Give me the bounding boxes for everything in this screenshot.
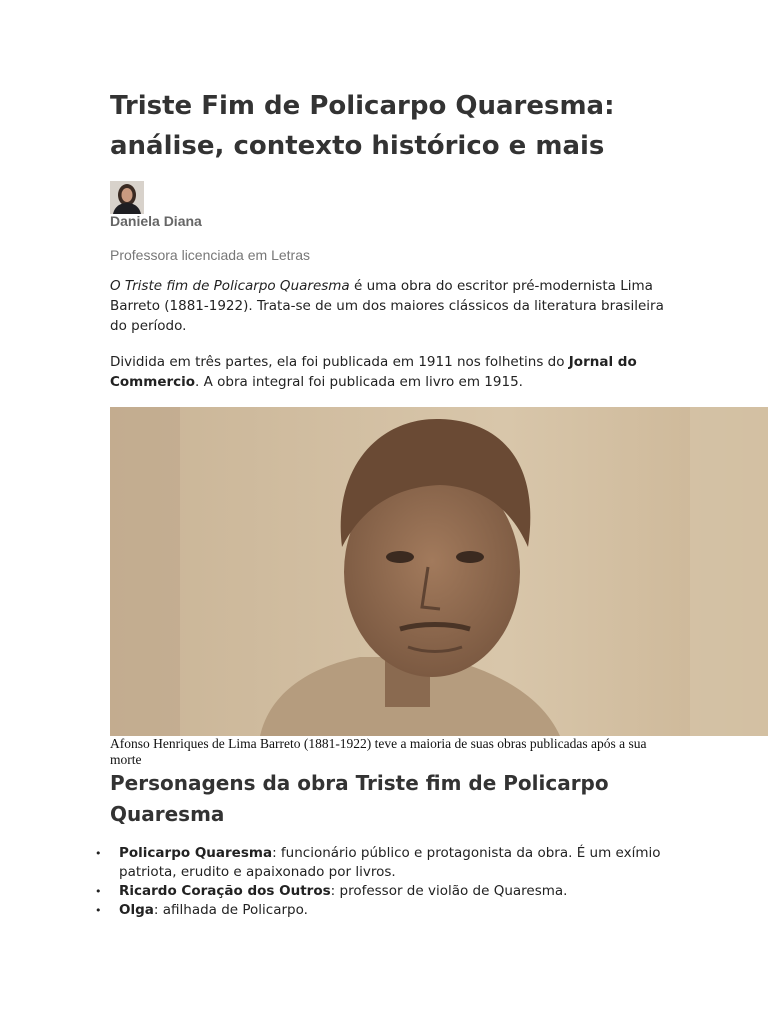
portrait-illustration bbox=[110, 407, 768, 736]
photo-caption: Afonso Henriques de Lima Barreto (1881-1922) teve a maioria de suas obras publicadas após a sua morte bbox=[110, 736, 647, 767]
publication-paragraph bbox=[110, 352, 670, 392]
character-name: Policarpo Quaresma bbox=[119, 845, 273, 861]
characters-list bbox=[95, 844, 675, 920]
lima-barreto-photo bbox=[110, 407, 768, 736]
publication-text-before: Dividida em três partes, ela foi publicada em 1911 nos folhetins do bbox=[110, 354, 569, 370]
author-name[interactable]: Daniela Diana bbox=[110, 213, 202, 229]
publication-text-after: . A obra integral foi publicada em livro em 1915. bbox=[195, 374, 523, 390]
work-title-italic: O Triste fim de Policarpo Quaresma bbox=[110, 278, 350, 294]
intro-paragraph bbox=[110, 276, 670, 336]
bullet-icon: • bbox=[95, 847, 102, 860]
intro-text: é uma obra do escritor pré-modernista Lima Barreto (1881-1922). Trata-se de um dos maiores clássicos da literatura brasileira do período. bbox=[110, 278, 664, 334]
characters-heading: Personagens da obra Triste fim de Policarpo Quaresma bbox=[110, 771, 609, 826]
author-role: Professora licenciada em Letras bbox=[110, 247, 310, 263]
character-name: Ricardo Coração dos Outros bbox=[119, 883, 331, 899]
list-item bbox=[95, 901, 675, 920]
list-item bbox=[95, 882, 675, 901]
character-description: : professor de violão de Quaresma. bbox=[330, 883, 568, 899]
author-avatar[interactable] bbox=[110, 181, 144, 214]
bullet-icon: • bbox=[95, 904, 102, 917]
character-name: Olga bbox=[119, 902, 154, 918]
list-item bbox=[95, 844, 675, 882]
character-description: : afilhada de Policarpo. bbox=[153, 902, 308, 918]
bullet-icon: • bbox=[95, 885, 102, 898]
character-description: : funcionário público e protagonista da obra. É um exímio patriota, erudito e apaixonado por livros. bbox=[119, 845, 661, 880]
newspaper-name: Jornal do Commercio bbox=[110, 354, 637, 390]
page-title: Triste Fim de Policarpo Quaresma: análise, contexto histórico e mais bbox=[110, 91, 615, 161]
author-photo bbox=[110, 181, 144, 214]
